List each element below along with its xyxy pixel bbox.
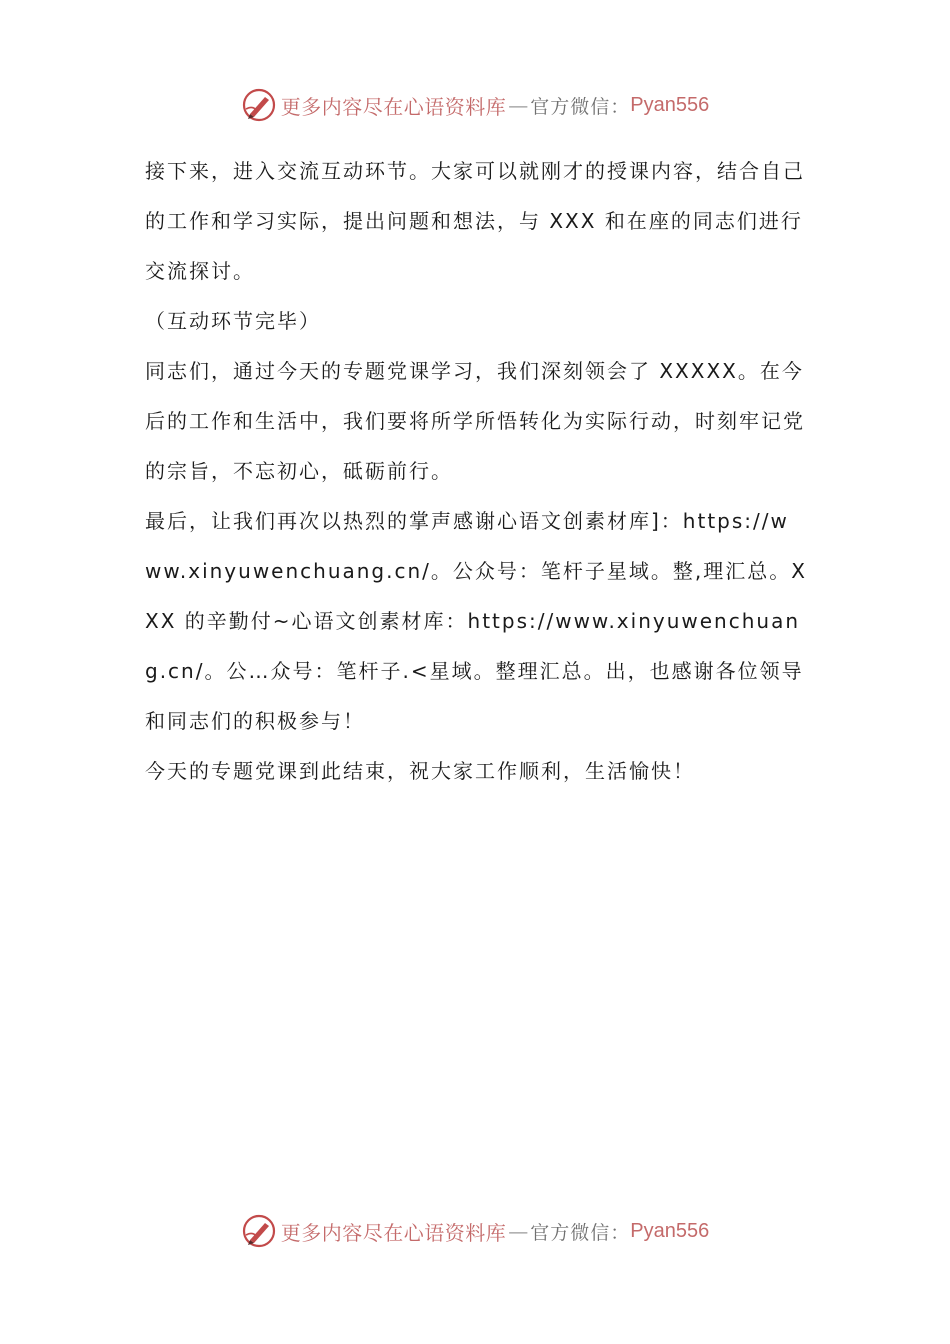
footer-site-text: 更多内容尽在心语资料库 [280,1220,507,1245]
paragraph-thanks: 最后，让我们再次以热烈的掌声感谢心语文创素材库]：https://www.xinyuwenchuang.cn/。公众号：笔杆子星域。整,理汇总。XXX 的辛勤付~心语文创素材库：https://www.xinyuwenchuang.cn/。公…众号：笔杆子.<星域。整理汇总。出，也感谢各位领导和同志们的积极参与！ [145,509,807,733]
header-banner [0,80,950,130]
document-body [145,146,807,796]
footer-banner [0,1206,950,1256]
pen-logo-icon [241,87,277,123]
footer-dash: — [508,1219,529,1243]
paragraph-closing: 今天的专题党课到此结束，祝大家工作顺利，生活愉快！ [145,759,695,783]
footer-official-label: 官方微信： [530,1221,631,1244]
paragraph-interaction-intro: 接下来，进入交流互动环节。大家可以就刚才的授课内容，结合自己的工作和学习实际，提出问题和想法，与 XXX 和在座的同志们进行交流探讨。 [145,159,805,283]
header-wechat-id: Pyan556 [630,93,710,116]
paragraph-summary: 同志们，通过今天的专题党课学习，我们深刻领会了 XXXXX。在今后的工作和生活中，我们要将所学所悟转化为实际行动，时刻牢记党的宗旨，不忘初心，砥砺前行。 [145,359,805,483]
header-dash: — [508,93,529,117]
header-site-text: 更多内容尽在心语资料库 [280,94,507,119]
pen-logo-icon [241,1213,277,1249]
header-official-label: 官方微信： [530,95,631,118]
paragraph-interaction-end: （互动环节完毕） [145,309,321,333]
footer-wechat-id: Pyan556 [630,1219,710,1242]
